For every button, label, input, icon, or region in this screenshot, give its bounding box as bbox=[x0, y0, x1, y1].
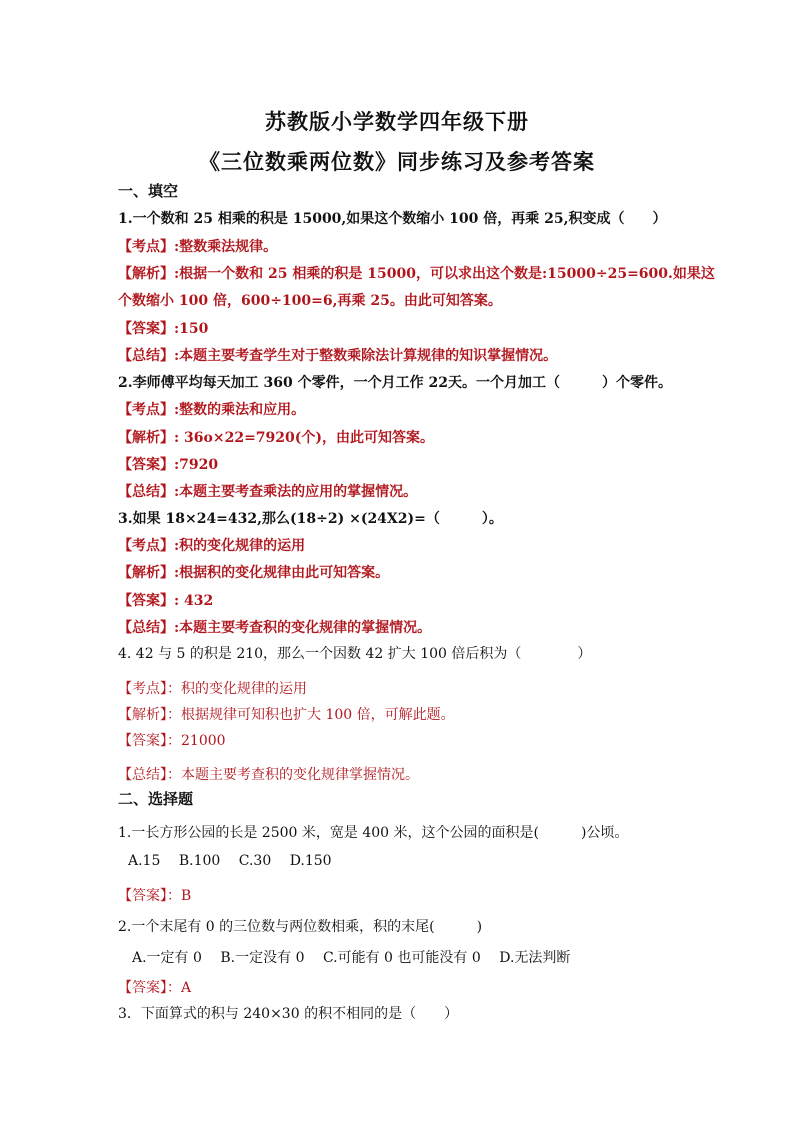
section-heading-fill: 一、填空 bbox=[118, 182, 179, 200]
option-b: B.100 bbox=[178, 853, 221, 869]
choice-options-1 bbox=[128, 853, 346, 869]
answer-2: 【答案】:7920 bbox=[118, 457, 219, 473]
option-d: D.无法判断 bbox=[499, 950, 571, 966]
summary-1: 【总结】:本题主要考查学生对于整数乘除法计算规律的知识掌握情况。 bbox=[118, 348, 558, 364]
point-3: 【考点】:积的变化规律的运用 bbox=[118, 538, 306, 554]
analysis-1-b: 个数缩小 100 倍，600÷100=6,再乘 25。由此可知答案。 bbox=[118, 293, 502, 309]
answer-1: 【答案】:150 bbox=[118, 321, 209, 337]
summary-3: 【总结】:本题主要考查积的变化规律的掌握情况。 bbox=[118, 620, 432, 636]
choice-answer-1: 【答案】：B bbox=[118, 888, 192, 904]
choice-question-2: 2.一个末尾有 0 的三位数与两位数相乘，积的末尾( ) bbox=[118, 919, 483, 935]
option-a: A.15 bbox=[128, 853, 161, 869]
question-3: 3.如果 18×24=432,那么(18÷2) ×(24X2)=（ ）。 bbox=[118, 511, 503, 527]
analysis-2: 【解析】: 36o×22=7920(个)，由此可知答案。 bbox=[118, 430, 435, 446]
point-1: 【考点】:整数乘法规律。 bbox=[118, 239, 278, 255]
summary-2: 【总结】:本题主要考查乘法的应用的掌握情况。 bbox=[118, 484, 418, 500]
answer-3: 【答案】: 432 bbox=[118, 593, 214, 609]
option-d: D.150 bbox=[289, 853, 332, 869]
option-c: C.30 bbox=[238, 853, 272, 869]
answer-4: 【答案】：21000 bbox=[118, 733, 226, 749]
choice-options-2 bbox=[132, 947, 584, 967]
analysis-4: 【解析】：根据规律可知积也扩大 100 倍，可解此题。 bbox=[118, 707, 455, 723]
section-heading-choice: 二、选择题 bbox=[118, 790, 194, 808]
doc-subtitle: 《三位数乘两位数》同步练习及参考答案 bbox=[199, 149, 595, 174]
choice-answer-2: 【答案】：A bbox=[118, 980, 192, 996]
point-2: 【考点】:整数的乘法和应用。 bbox=[118, 402, 306, 418]
summary-4: 【总结】：本题主要考查积的变化规律掌握情况。 bbox=[118, 767, 419, 783]
option-b: B.一定没有 0 bbox=[220, 950, 305, 966]
point-4: 【考点】：积的变化规律的运用 bbox=[118, 681, 307, 697]
choice-question-1: 1.一长方形公园的长是 2500 米，宽是 400 米，这个公园的面积是( )公顷。 bbox=[118, 825, 629, 841]
question-4: 4. 42 与 5 的积是 210，那么一个因数 42 扩大 100 倍后积为（ ） bbox=[118, 646, 592, 662]
option-a: A.一定有 0 bbox=[132, 950, 202, 966]
question-1: 1.一个数和 25 相乘的积是 15000,如果这个数缩小 100 倍，再乘 25,积变成（ ） bbox=[118, 211, 667, 227]
option-c: C.可能有 0 也可能没有 0 bbox=[322, 950, 481, 966]
doc-title: 苏教版小学数学四年级下册 bbox=[265, 109, 529, 134]
choice-question-3: 3．下面算式的积与 240×30 的积不相同的是（ ） bbox=[118, 1006, 459, 1022]
analysis-1-a: 【解析】:根据一个数和 25 相乘的积是 15000，可以求出这个数是:15000÷25=600.如果这 bbox=[118, 266, 715, 282]
analysis-3: 【解析】:根据积的变化规律由此可知答案。 bbox=[118, 565, 390, 581]
question-2: 2.李师傅平均每天加工 360 个零件，一个月工作 22天。一个月加工（ ）个零件。 bbox=[118, 375, 672, 391]
